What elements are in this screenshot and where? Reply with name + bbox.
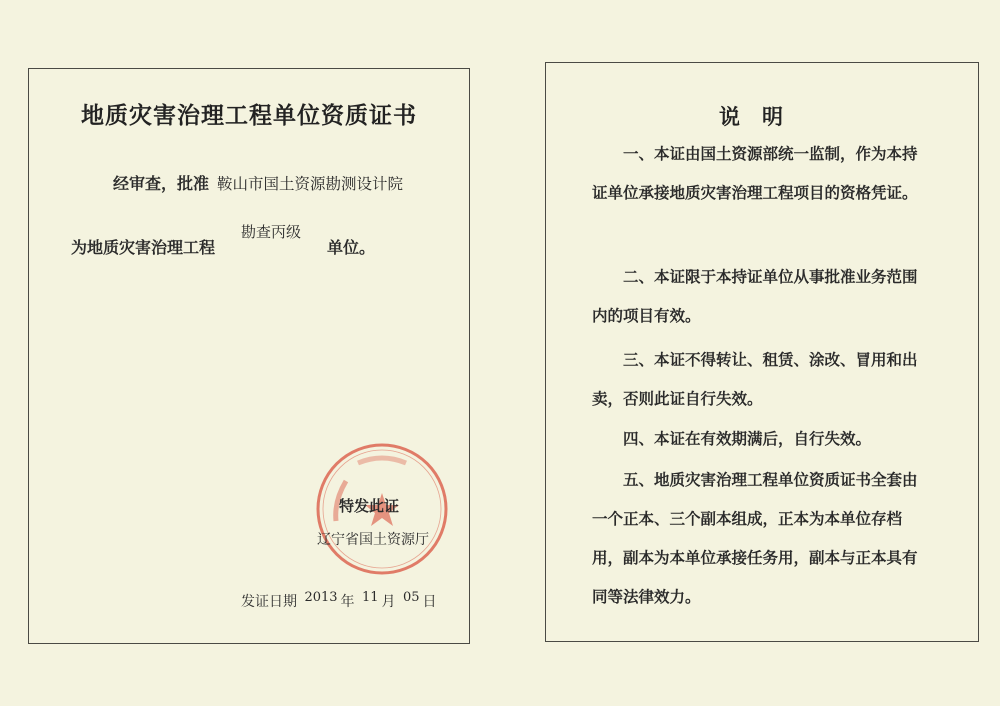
issue-date-line	[241, 591, 437, 611]
qualification-prefix: 为地质灾害治理工程	[71, 238, 216, 257]
instruction-item-5	[592, 461, 932, 617]
issue-day: 05	[403, 590, 420, 605]
day-unit: 日	[422, 594, 437, 610]
special-issue-text: 特发此证	[339, 497, 400, 515]
instruction-item-1	[592, 135, 932, 213]
issue-date-label: 发证日期	[241, 594, 297, 610]
instructions-panel	[545, 62, 979, 642]
instruction-item-3	[592, 341, 932, 419]
qualification-grade: 勘查丙级	[241, 223, 302, 241]
year-unit: 年	[340, 594, 355, 610]
instruction-text: 三、本证不得转让、租赁、涂改、冒用和出卖，否则此证自行失效。	[592, 351, 918, 408]
issue-month: 11	[362, 590, 379, 605]
approval-line	[113, 171, 403, 194]
certificate-title: 地质灾害治理工程单位资质证书	[81, 103, 417, 129]
instruction-text: 一、本证由国土资源部统一监制，作为本持证单位承接地质灾害治理工程项目的资格凭证。	[592, 145, 918, 202]
instruction-text: 二、本证限于本持证单位从事批准业务范围内的项目有效。	[592, 268, 918, 325]
month-unit: 月	[381, 594, 396, 610]
certificate-front-panel	[28, 68, 470, 644]
unit-name: 鞍山市国土资源勘测设计院	[217, 175, 404, 193]
instruction-text: 四、本证在有效期满后，自行失效。	[623, 430, 872, 448]
qualification-suffix: 单位。	[327, 238, 376, 257]
instruction-item-2	[592, 258, 932, 336]
instruction-text: 五、地质灾害治理工程单位资质证书全套由一个正本、三个副本组成，正本为本单位存档用，副本为本单位承接任务用，副本与正本具有同等法律效力。	[592, 471, 918, 606]
approval-prefix: 经审查，批准	[113, 174, 210, 193]
instructions-title: 说明	[719, 105, 805, 129]
issue-year: 2013	[304, 590, 338, 605]
instruction-item-4	[592, 420, 932, 459]
issuing-authority: 辽宁省国土资源厅	[317, 532, 429, 548]
